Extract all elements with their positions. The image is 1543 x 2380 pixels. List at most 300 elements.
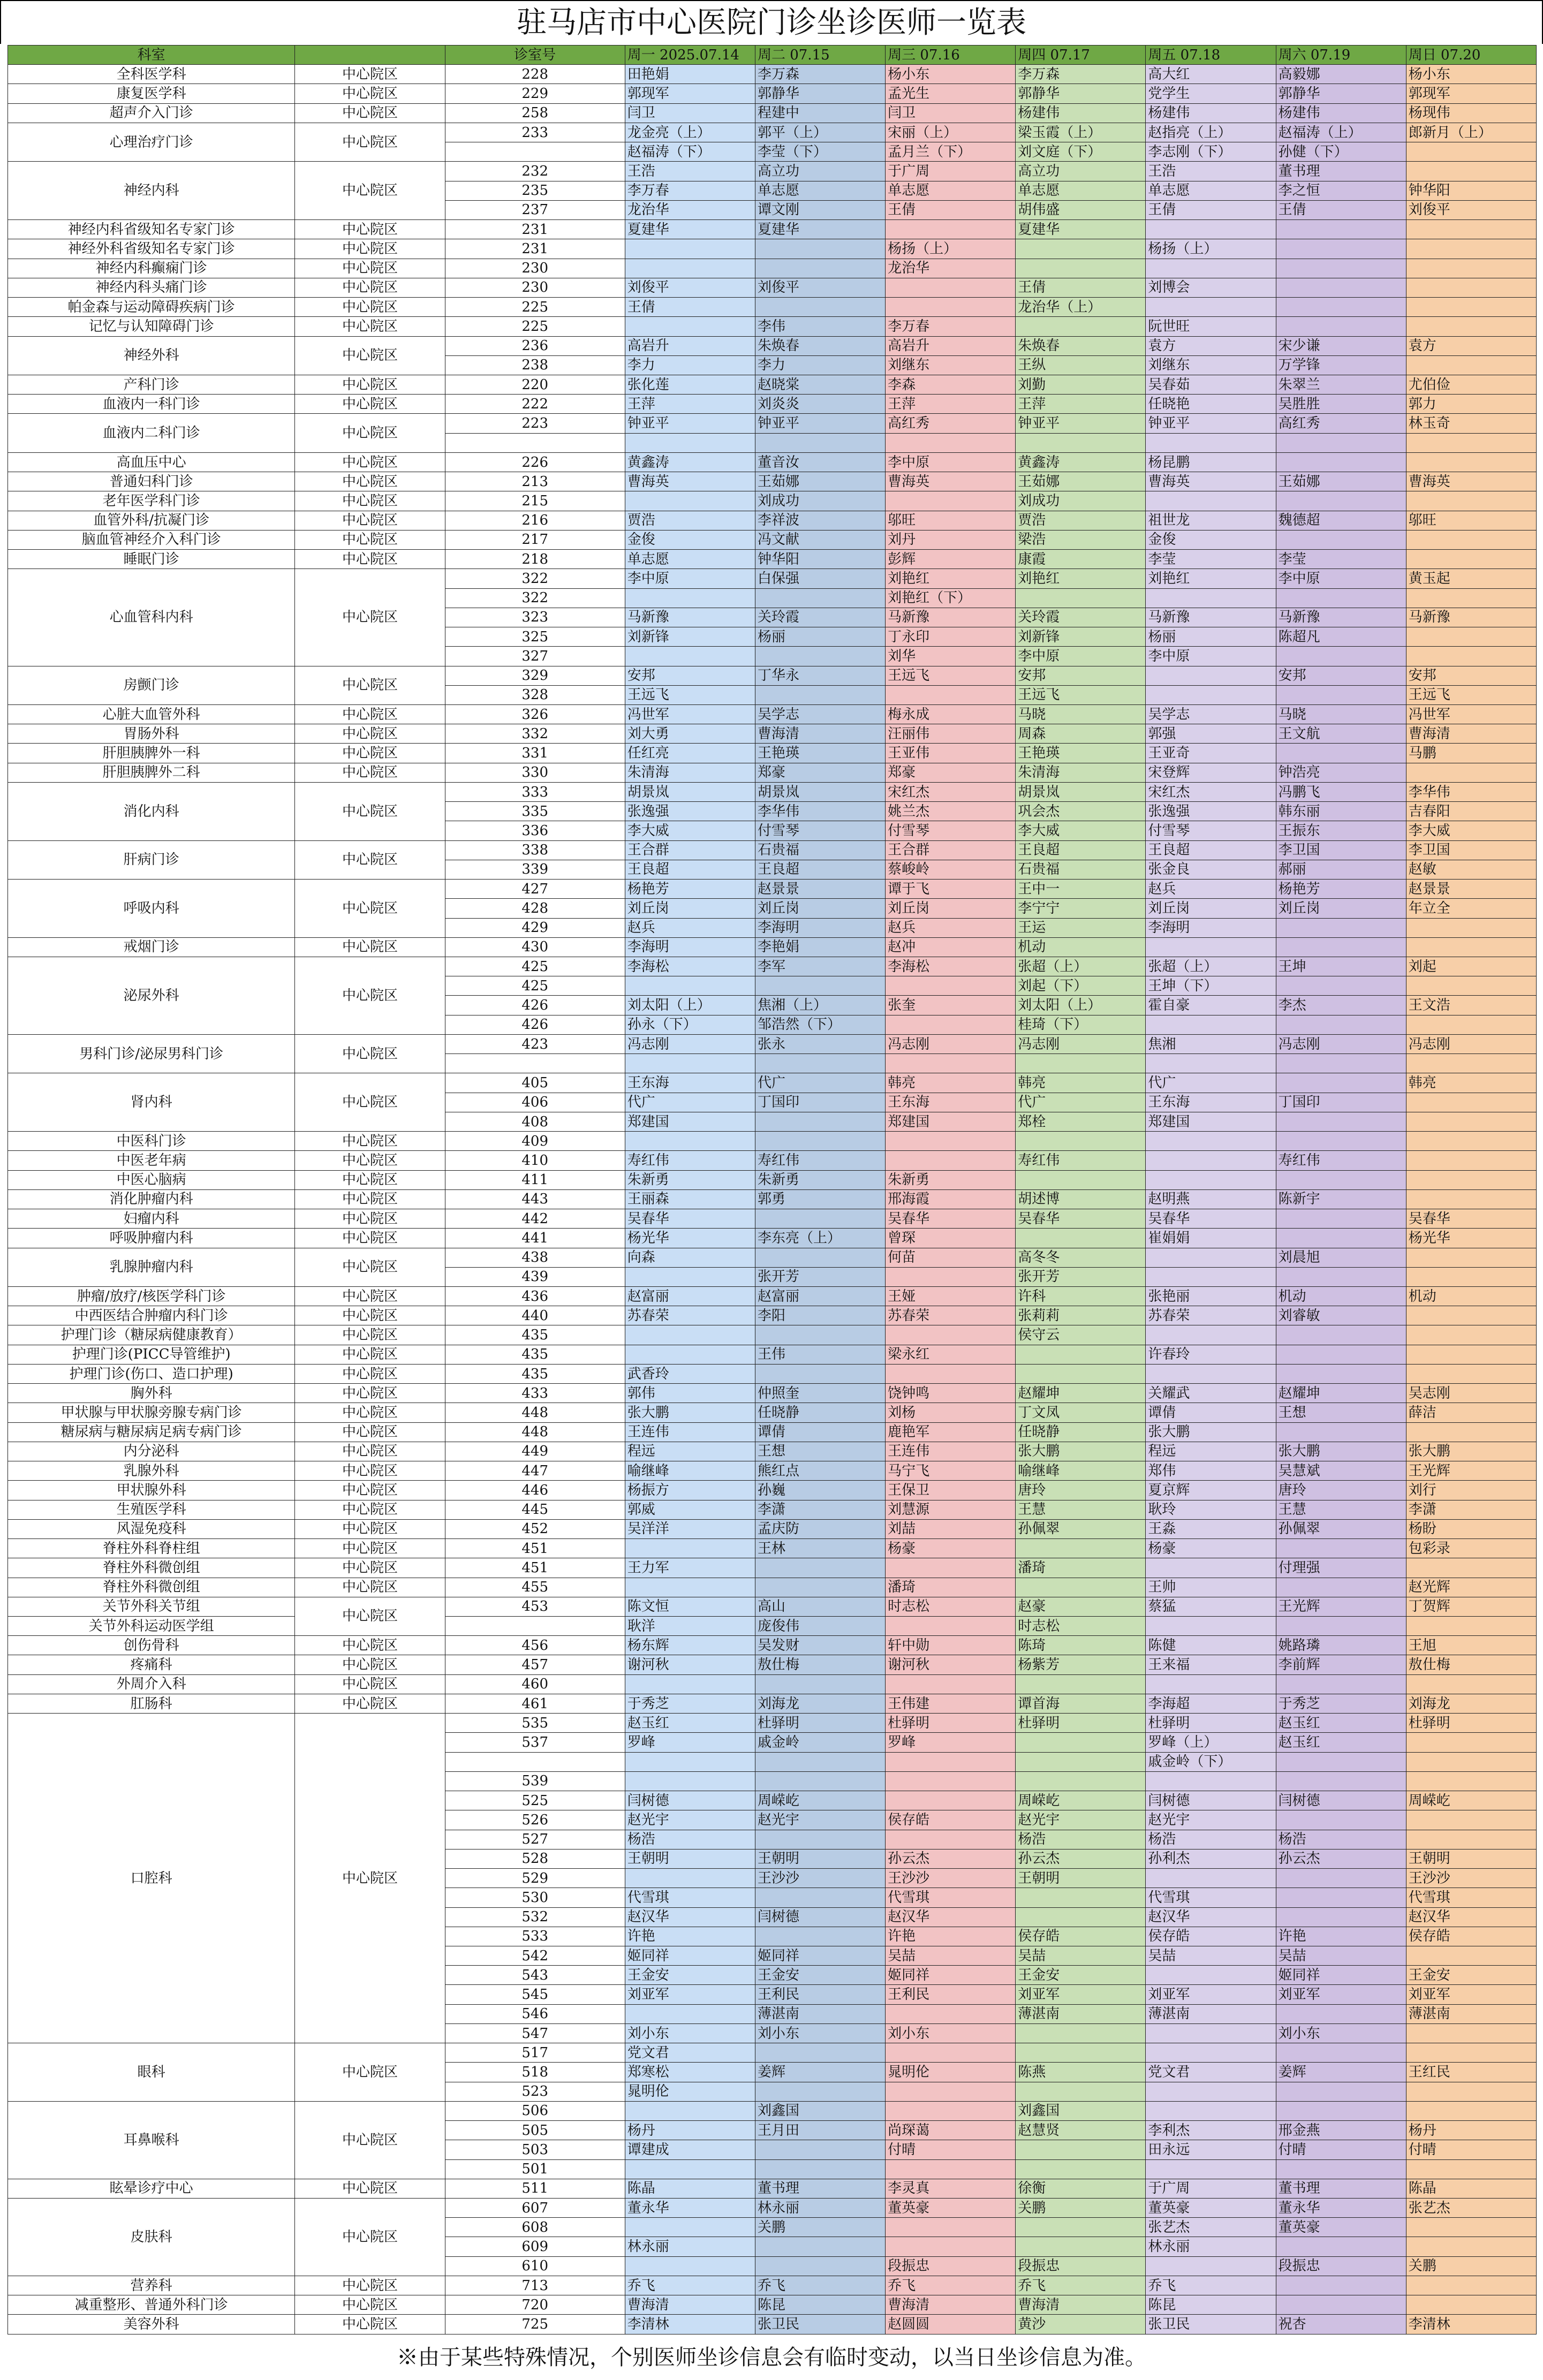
- doctor-cell: 杨浩: [1016, 1830, 1146, 1849]
- doctor-cell: 闫卫: [625, 103, 755, 123]
- room-number: 455: [445, 1578, 625, 1597]
- doctor-cell: 乔飞: [1016, 2276, 1146, 2295]
- doctor-cell: [886, 1132, 1016, 1151]
- doctor-cell: 赵兵: [625, 918, 755, 937]
- doctor-cell: 潘琦: [1016, 1558, 1146, 1578]
- doctor-cell: 任晓艳: [1146, 395, 1276, 414]
- doctor-cell: [1276, 1907, 1406, 1927]
- doctor-cell: 崔娟娟: [1146, 1229, 1276, 1248]
- doctor-cell: 李海明: [1146, 918, 1276, 937]
- doctor-cell: 罗峰: [625, 1733, 755, 1752]
- campus-area: 中心院区: [295, 1597, 445, 1635]
- doctor-cell: 王亚奇: [1146, 744, 1276, 763]
- doctor-cell: 曹海清: [1016, 2295, 1146, 2315]
- doctor-cell: 冯志刚: [1016, 1034, 1146, 1053]
- doctor-cell: [755, 2140, 885, 2159]
- doctor-cell: 侯守云: [1016, 1325, 1146, 1345]
- doctor-cell: [1406, 142, 1536, 162]
- room-number: 436: [445, 1287, 625, 1306]
- doctor-cell: 董书理: [755, 2179, 885, 2198]
- doctor-cell: 孙健（下）: [1276, 142, 1406, 162]
- doctor-cell: 吴学志: [755, 704, 885, 724]
- doctor-cell: [1016, 1229, 1146, 1248]
- doctor-cell: 苏春荣: [625, 1306, 755, 1325]
- doctor-cell: 姬同祥: [1276, 1966, 1406, 1985]
- doctor-cell: 代广: [1016, 1093, 1146, 1112]
- doctor-cell: 刘新锋: [625, 627, 755, 647]
- table-row: [8, 937, 1537, 957]
- doctor-cell: [1146, 220, 1276, 239]
- doctor-cell: 许科: [1016, 1287, 1146, 1306]
- doctor-cell: 关耀武: [1146, 1384, 1276, 1403]
- doctor-cell: 龙治华: [625, 200, 755, 219]
- doctor-cell: 张卫民: [1146, 2315, 1276, 2334]
- campus-area: 中心院区: [295, 278, 445, 297]
- room-number: 232: [445, 162, 625, 181]
- doctor-cell: [1276, 2295, 1406, 2315]
- department-name: 关节外科关节组: [8, 1597, 295, 1616]
- doctor-cell: 钟浩亮: [1276, 763, 1406, 782]
- doctor-cell: 李前辉: [1276, 1655, 1406, 1674]
- doctor-cell: 郭现军: [625, 84, 755, 103]
- doctor-cell: 田永远: [1146, 2140, 1276, 2159]
- doctor-cell: 王东海: [625, 1073, 755, 1093]
- doctor-cell: [1146, 1966, 1276, 1985]
- room-number: 233: [445, 123, 625, 142]
- doctor-cell: 孟月兰（下）: [886, 142, 1016, 162]
- doctor-cell: 曹海英: [1406, 472, 1536, 491]
- doctor-cell: 郭静华: [1016, 84, 1146, 103]
- doctor-cell: [886, 298, 1016, 317]
- room-number: 610: [445, 2256, 625, 2276]
- doctor-cell: 孟光生: [886, 84, 1016, 103]
- doctor-cell: 赵富丽: [755, 1287, 885, 1306]
- campus-area: 中心院区: [295, 744, 445, 763]
- table-row: [8, 336, 1537, 355]
- doctor-cell: 李清林: [625, 2315, 755, 2334]
- doctor-cell: 杨小东: [1406, 65, 1536, 84]
- campus-area: 中心院区: [295, 1674, 445, 1694]
- doctor-cell: 朱焕春: [755, 336, 885, 355]
- doctor-cell: [886, 1054, 1016, 1073]
- doctor-cell: 关玲霞: [1016, 608, 1146, 627]
- campus-area: 中心院区: [295, 1132, 445, 1151]
- doctor-cell: [1276, 298, 1406, 317]
- room-number: 236: [445, 336, 625, 355]
- doctor-cell: 赵景景: [755, 880, 885, 899]
- doctor-cell: [1276, 2101, 1406, 2120]
- doctor-cell: 孙巍: [755, 1481, 885, 1500]
- department-name: 戒烟门诊: [8, 937, 295, 957]
- doctor-cell: [1146, 298, 1276, 317]
- department-name: 皮肤科: [8, 2199, 295, 2276]
- doctor-cell: 龙金亮（上）: [625, 123, 755, 142]
- doctor-cell: 吴慧斌: [1276, 1461, 1406, 1481]
- room-number: 430: [445, 937, 625, 957]
- department-name: 脊柱外科微创组: [8, 1558, 295, 1578]
- doctor-cell: 王萍: [625, 395, 755, 414]
- doctor-cell: 王想: [1276, 1403, 1406, 1422]
- doctor-cell: 赵光宇: [1016, 1810, 1146, 1830]
- doctor-cell: [1406, 627, 1536, 647]
- table-row: [8, 1325, 1537, 1345]
- doctor-cell: 钟亚平: [1146, 414, 1276, 433]
- campus-area: 中心院区: [295, 472, 445, 491]
- doctor-cell: [1406, 259, 1536, 278]
- room-number: [445, 142, 625, 162]
- doctor-cell: 李清林: [1406, 2315, 1536, 2334]
- doctor-cell: [1406, 1248, 1536, 1267]
- doctor-cell: 刘丘岗: [625, 899, 755, 918]
- doctor-cell: 赵耀坤: [1016, 1384, 1146, 1403]
- doctor-cell: [1146, 1364, 1276, 1383]
- doctor-cell: 谢河秋: [886, 1655, 1016, 1674]
- table-row: [8, 840, 1537, 860]
- doctor-cell: 金俊: [1146, 530, 1276, 549]
- column-header: 诊室号: [445, 46, 625, 65]
- campus-area: 中心院区: [295, 2179, 445, 2198]
- doctor-cell: 党学生: [1146, 84, 1276, 103]
- campus-area: 中心院区: [295, 162, 445, 220]
- doctor-cell: [1406, 491, 1536, 511]
- doctor-cell: 高山: [755, 1597, 885, 1616]
- column-header: 科室: [8, 46, 295, 65]
- doctor-cell: 段振忠: [1016, 2256, 1146, 2276]
- campus-area: 中心院区: [295, 317, 445, 336]
- doctor-cell: 胡景岚: [1016, 782, 1146, 801]
- table-row: [8, 103, 1537, 123]
- doctor-cell: 李万春: [886, 317, 1016, 336]
- doctor-cell: 耿玲: [1146, 1500, 1276, 1519]
- doctor-cell: [1016, 239, 1146, 259]
- room-number: 410: [445, 1151, 625, 1170]
- doctor-cell: [1406, 1752, 1536, 1771]
- doctor-cell: 李灵真: [886, 2179, 1016, 2198]
- doctor-cell: 耿洋: [625, 1616, 755, 1635]
- doctor-cell: [755, 588, 885, 608]
- doctor-cell: 周嵘屹: [755, 1791, 885, 1810]
- room-number: 411: [445, 1170, 625, 1189]
- doctor-cell: [1146, 685, 1276, 704]
- doctor-cell: 石贵福: [755, 840, 885, 860]
- department-name: 男科门诊/泌尿男科门诊: [8, 1034, 295, 1073]
- doctor-cell: [1276, 918, 1406, 937]
- doctor-cell: 侯存皓: [1406, 1927, 1536, 1946]
- doctor-cell: 郭静华: [1276, 84, 1406, 103]
- doctor-cell: 王合群: [886, 840, 1016, 860]
- doctor-cell: [755, 1054, 885, 1073]
- doctor-cell: [1406, 1170, 1536, 1189]
- room-number: 532: [445, 1907, 625, 1927]
- department-name: 肾内科: [8, 1073, 295, 1132]
- doctor-cell: 黄鑫涛: [625, 452, 755, 472]
- table-row: [8, 1229, 1537, 1248]
- room-number: 405: [445, 1073, 625, 1093]
- doctor-cell: 陈新宇: [1276, 1189, 1406, 1209]
- doctor-cell: 贾浩: [625, 511, 755, 530]
- doctor-cell: 郝丽: [1276, 860, 1406, 879]
- doctor-cell: 王良超: [1016, 840, 1146, 860]
- table-row: [8, 1170, 1537, 1189]
- doctor-cell: 李力: [625, 355, 755, 375]
- table-row: [8, 375, 1537, 394]
- doctor-cell: 单志愿: [886, 181, 1016, 200]
- doctor-cell: 吴胜胜: [1276, 395, 1406, 414]
- campus-area: 中心院区: [295, 530, 445, 549]
- doctor-cell: 林永丽: [1146, 2237, 1276, 2256]
- doctor-cell: [1146, 1558, 1276, 1578]
- doctor-cell: 李艳娟: [755, 937, 885, 957]
- room-number: 408: [445, 1112, 625, 1131]
- room-number: 331: [445, 744, 625, 763]
- table-row: [8, 782, 1537, 801]
- doctor-cell: 杜驿明: [886, 1714, 1016, 1733]
- doctor-cell: 程建中: [755, 103, 885, 123]
- doctor-cell: 张莉莉: [1016, 1306, 1146, 1325]
- doctor-cell: 李万森: [1016, 65, 1146, 84]
- doctor-cell: 马新豫: [886, 608, 1016, 627]
- doctor-cell: [1406, 220, 1536, 239]
- doctor-cell: [1406, 298, 1536, 317]
- doctor-cell: 程远: [625, 1442, 755, 1461]
- doctor-cell: [1406, 1616, 1536, 1635]
- doctor-cell: [1276, 1054, 1406, 1073]
- doctor-cell: 刘继东: [1146, 355, 1276, 375]
- doctor-cell: 张逸强: [625, 802, 755, 821]
- department-name: 血液内一科门诊: [8, 395, 295, 414]
- doctor-cell: [886, 1267, 1016, 1286]
- doctor-cell: [625, 1869, 755, 1888]
- doctor-cell: 赵汉华: [625, 1907, 755, 1927]
- doctor-cell: 王中一: [1016, 880, 1146, 899]
- room-number: 237: [445, 200, 625, 219]
- room-number: 258: [445, 103, 625, 123]
- room-number: 447: [445, 1461, 625, 1481]
- doctor-cell: 王利民: [755, 1985, 885, 2004]
- doctor-cell: 王良超: [625, 860, 755, 879]
- doctor-cell: 邬旺: [1406, 511, 1536, 530]
- doctor-cell: 段振忠: [1276, 2256, 1406, 2276]
- doctor-cell: 王朝明: [755, 1849, 885, 1868]
- doctor-cell: [1406, 1112, 1536, 1131]
- campus-area: 中心院区: [295, 511, 445, 530]
- doctor-cell: 杨光华: [625, 1229, 755, 1248]
- doctor-cell: 曾琛: [886, 1229, 1016, 1248]
- campus-area: 中心院区: [295, 491, 445, 511]
- campus-area: 中心院区: [295, 2315, 445, 2334]
- doctor-cell: 寿红伟: [1016, 1151, 1146, 1170]
- doctor-cell: 刘杨: [886, 1403, 1016, 1422]
- doctor-cell: [886, 491, 1016, 511]
- campus-area: 中心院区: [295, 1558, 445, 1578]
- doctor-cell: 杨丽: [1146, 627, 1276, 647]
- doctor-cell: 李华伟: [755, 802, 885, 821]
- doctor-cell: 赵景景: [1406, 880, 1536, 899]
- doctor-cell: 王林: [755, 1539, 885, 1558]
- doctor-cell: [1276, 2043, 1406, 2063]
- doctor-cell: [755, 1674, 885, 1694]
- campus-area: 中心院区: [295, 1539, 445, 1558]
- doctor-cell: [1276, 2237, 1406, 2256]
- room-number: 609: [445, 2237, 625, 2256]
- doctor-cell: 张艺杰: [1406, 2199, 1536, 2218]
- doctor-cell: 付雪琴: [1146, 821, 1276, 840]
- table-row: [8, 2101, 1537, 2120]
- doctor-cell: [1146, 433, 1276, 452]
- doctor-cell: 高大红: [1146, 65, 1276, 84]
- doctor-cell: [1016, 1733, 1146, 1752]
- doctor-cell: 王合群: [625, 840, 755, 860]
- doctor-cell: 尤伯俭: [1406, 375, 1536, 394]
- doctor-cell: 安邦: [625, 666, 755, 685]
- doctor-cell: 康霞: [1016, 550, 1146, 569]
- doctor-cell: 贾浩: [1016, 511, 1146, 530]
- doctor-cell: [1406, 2218, 1536, 2237]
- doctor-cell: [625, 1539, 755, 1558]
- doctor-cell: 朱翠兰: [1276, 375, 1406, 394]
- table-row: [8, 1597, 1537, 1616]
- doctor-cell: 赵光辉: [1406, 1578, 1536, 1597]
- doctor-cell: 单志愿: [1016, 181, 1146, 200]
- table-row: [8, 2295, 1537, 2315]
- doctor-cell: 王艳瑛: [1016, 744, 1146, 763]
- campus-area: 中心院区: [295, 1694, 445, 1713]
- doctor-cell: 赵冲: [886, 937, 1016, 957]
- department-name: 中医科门诊: [8, 1132, 295, 1151]
- room-number: 505: [445, 2121, 625, 2140]
- doctor-cell: 谭首海: [1016, 1694, 1146, 1713]
- doctor-cell: 谭文刚: [755, 200, 885, 219]
- doctor-cell: 关鹏: [1016, 2199, 1146, 2218]
- department-name: 内分泌科: [8, 1442, 295, 1461]
- doctor-cell: 朱新勇: [886, 1170, 1016, 1189]
- doctor-cell: [1276, 317, 1406, 336]
- room-number: 409: [445, 1132, 625, 1151]
- doctor-cell: 闫树德: [1146, 1791, 1276, 1810]
- doctor-cell: 李海明: [625, 937, 755, 957]
- doctor-cell: 赵光宇: [1146, 1810, 1276, 1830]
- doctor-cell: 吴喆: [1016, 1946, 1146, 1965]
- doctor-cell: [1276, 1015, 1406, 1034]
- room-number: 441: [445, 1229, 625, 1248]
- doctor-cell: [1146, 2101, 1276, 2120]
- department-name: 美容外科: [8, 2315, 295, 2334]
- doctor-cell: [1406, 162, 1536, 181]
- doctor-cell: 郭勇: [755, 1189, 885, 1209]
- doctor-cell: 代雪琪: [1406, 1888, 1536, 1907]
- room-number: 533: [445, 1927, 625, 1946]
- doctor-cell: [1276, 1869, 1406, 1888]
- doctor-cell: 乔飞: [1146, 2276, 1276, 2295]
- doctor-cell: [1146, 1170, 1276, 1189]
- doctor-cell: 晁明伦: [625, 2082, 755, 2101]
- doctor-cell: [1016, 2082, 1146, 2101]
- doctor-cell: 刘亚军: [1146, 1985, 1276, 2004]
- doctor-cell: 邢海霞: [886, 1189, 1016, 1209]
- doctor-cell: 刘亚军: [625, 1985, 755, 2004]
- table-row: [8, 491, 1537, 511]
- doctor-cell: [1276, 976, 1406, 996]
- doctor-cell: 郭现军: [1406, 84, 1536, 103]
- doctor-cell: [755, 239, 885, 259]
- doctor-cell: 孙利杰: [1146, 1849, 1276, 1868]
- table-row: [8, 1345, 1537, 1364]
- doctor-cell: 刘小东: [755, 2023, 885, 2043]
- doctor-cell: 赵圆圆: [886, 2315, 1016, 2334]
- doctor-cell: 许艳: [1276, 1927, 1406, 1946]
- campus-area: 中心院区: [295, 1170, 445, 1189]
- room-number: 511: [445, 2179, 625, 2198]
- doctor-cell: [1406, 1830, 1536, 1849]
- doctor-cell: 徐衡: [1016, 2179, 1146, 2198]
- doctor-cell: 杜驿明: [1016, 1714, 1146, 1733]
- doctor-cell: 谭倩: [755, 1422, 885, 1442]
- doctor-cell: 寿红伟: [755, 1151, 885, 1170]
- doctor-cell: 侯存皓: [1146, 1927, 1276, 1946]
- table-row: [8, 1519, 1537, 1538]
- doctor-cell: 李海超: [1146, 1694, 1276, 1713]
- doctor-cell: 白保强: [755, 569, 885, 588]
- doctor-cell: 汪丽伟: [886, 724, 1016, 744]
- doctor-cell: 郭伟: [625, 1384, 755, 1403]
- doctor-cell: 赵福涛（下）: [625, 142, 755, 162]
- doctor-cell: [755, 2082, 885, 2101]
- doctor-cell: 杨建伟: [1276, 103, 1406, 123]
- doctor-cell: [1016, 2237, 1146, 2256]
- doctor-cell: 钟亚平: [755, 414, 885, 433]
- table-row: [8, 2276, 1537, 2295]
- doctor-cell: [755, 1830, 885, 1849]
- campus-area: 中心院区: [295, 220, 445, 239]
- doctor-cell: [1016, 1771, 1146, 1791]
- doctor-cell: 刘小东: [1276, 2023, 1406, 2043]
- room-number: 449: [445, 1442, 625, 1461]
- doctor-cell: 薛洁: [1406, 1403, 1536, 1422]
- doctor-cell: 李海明: [755, 918, 885, 937]
- doctor-cell: [1276, 1229, 1406, 1248]
- department-name: 疼痛科: [8, 1655, 295, 1674]
- room-number: [445, 1616, 625, 1635]
- room-number: 456: [445, 1636, 625, 1655]
- campus-area: 中心院区: [295, 65, 445, 84]
- doctor-cell: 赵富丽: [625, 1287, 755, 1306]
- doctor-cell: [1016, 317, 1146, 336]
- doctor-cell: 魏德超: [1276, 511, 1406, 530]
- doctor-cell: 机动: [1406, 1287, 1536, 1306]
- department-name: 神经内科癫痫门诊: [8, 259, 295, 278]
- doctor-cell: [886, 433, 1016, 452]
- doctor-cell: [1146, 1325, 1276, 1345]
- doctor-cell: [1406, 2276, 1536, 2295]
- doctor-cell: 吴喆: [886, 1946, 1016, 1965]
- doctor-cell: [1146, 1869, 1276, 1888]
- doctor-cell: 刘大勇: [625, 724, 755, 744]
- doctor-cell: 李志刚（下）: [1146, 142, 1276, 162]
- doctor-cell: 王伟: [755, 1345, 885, 1364]
- room-number: 530: [445, 1888, 625, 1907]
- doctor-cell: 赵玉红: [1276, 1733, 1406, 1752]
- table-row: [8, 259, 1537, 278]
- doctor-cell: 冯志刚: [886, 1034, 1016, 1053]
- campus-area: 中心院区: [295, 1287, 445, 1306]
- doctor-cell: 杨浩: [1276, 1830, 1406, 1849]
- doctor-cell: 丁文凤: [1016, 1403, 1146, 1422]
- doctor-cell: 付晴: [1276, 2140, 1406, 2159]
- table-row: [8, 414, 1537, 433]
- doctor-cell: [886, 1151, 1016, 1170]
- doctor-cell: [1406, 1132, 1536, 1151]
- doctor-cell: 刘丘岗: [755, 899, 885, 918]
